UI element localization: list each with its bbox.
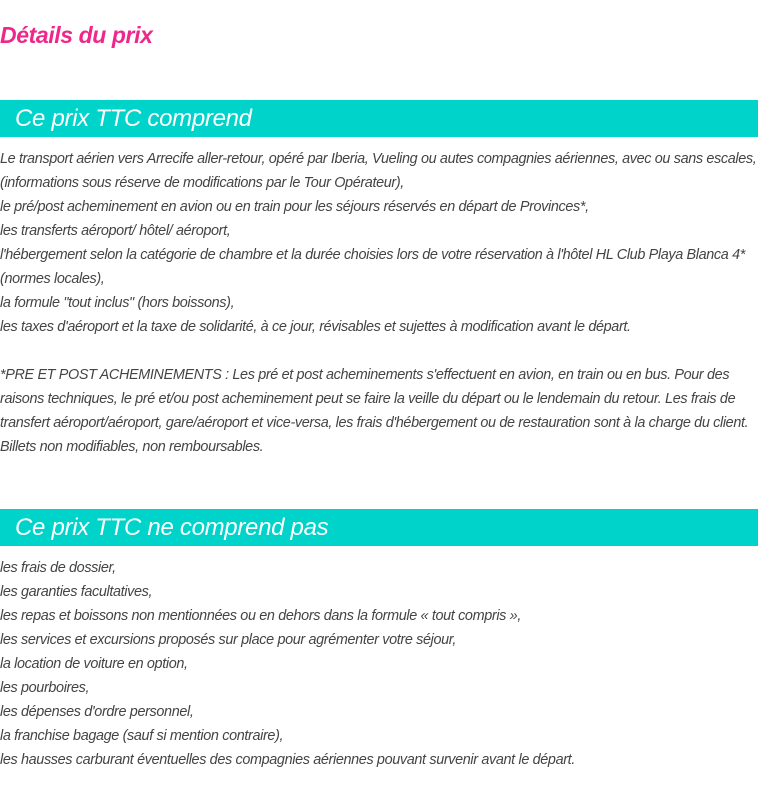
excluded-item: les dépenses d'ordre personnel, bbox=[0, 704, 194, 720]
included-item: les transferts aéroport/ hôtel/ aéroport, bbox=[0, 223, 231, 239]
pre-post-transport-note bbox=[0, 363, 758, 459]
note-text: *PRE ET POST ACHEMINEMENTS : Les pré et post acheminements s'effectuent en avion, en train ou en bus. Pour des raisons techniques, le pré et/ou post acheminement peut se faire la veille du départ ou le lendemain du retour. Les frais de transfert aéroport/aéroport, gare/aéroport et vice-versa, les frais d'hébergement ou de restauration sont à la charge du client. Billets non modifiables, non remboursables. bbox=[0, 367, 749, 455]
excluded-item: la franchise bagage (sauf si mention contraire), bbox=[0, 728, 284, 744]
included-item: l'hébergement selon la catégorie de chambre et la durée choisies lors de votre réservation à l'hôtel HL Club Playa Blanca 4* (normes locales), bbox=[0, 247, 745, 287]
excluded-item: les repas et boissons non mentionnées ou en dehors dans la formule « tout compris », bbox=[0, 608, 521, 624]
excluded-section-heading: Ce prix TTC ne comprend pas bbox=[0, 509, 758, 546]
excluded-item: les garanties facultatives, bbox=[0, 584, 153, 600]
excluded-items-list bbox=[0, 556, 758, 772]
excluded-item: les pourboires, bbox=[0, 680, 90, 696]
excluded-item: la location de voiture en option, bbox=[0, 656, 188, 672]
included-item: le pré/post acheminement en avion ou en train pour les séjours réservés en départ de Provinces*, bbox=[0, 199, 589, 215]
excluded-item: les frais de dossier, bbox=[0, 560, 116, 576]
excluded-item: les services et excursions proposés sur place pour agrémenter votre séjour, bbox=[0, 632, 457, 648]
excluded-item: les hausses carburant éventuelles des compagnies aériennes pouvant survenir avant le départ. bbox=[0, 752, 575, 768]
included-item: la formule "tout inclus" (hors boissons), bbox=[0, 295, 235, 311]
included-section-heading: Ce prix TTC comprend bbox=[0, 100, 758, 137]
included-item: Le transport aérien vers Arrecife aller-retour, opéré par Iberia, Vueling ou autes compagnies aériennes, avec ou sans escales, (informations sous réserve de modifications par le Tour Opérateur), bbox=[0, 151, 757, 191]
page-title: Détails du prix bbox=[0, 22, 153, 48]
included-item: les taxes d'aéroport et la taxe de solidarité, à ce jour, révisables et sujettes à modification avant le départ. bbox=[0, 319, 631, 335]
included-items-list bbox=[0, 147, 758, 339]
